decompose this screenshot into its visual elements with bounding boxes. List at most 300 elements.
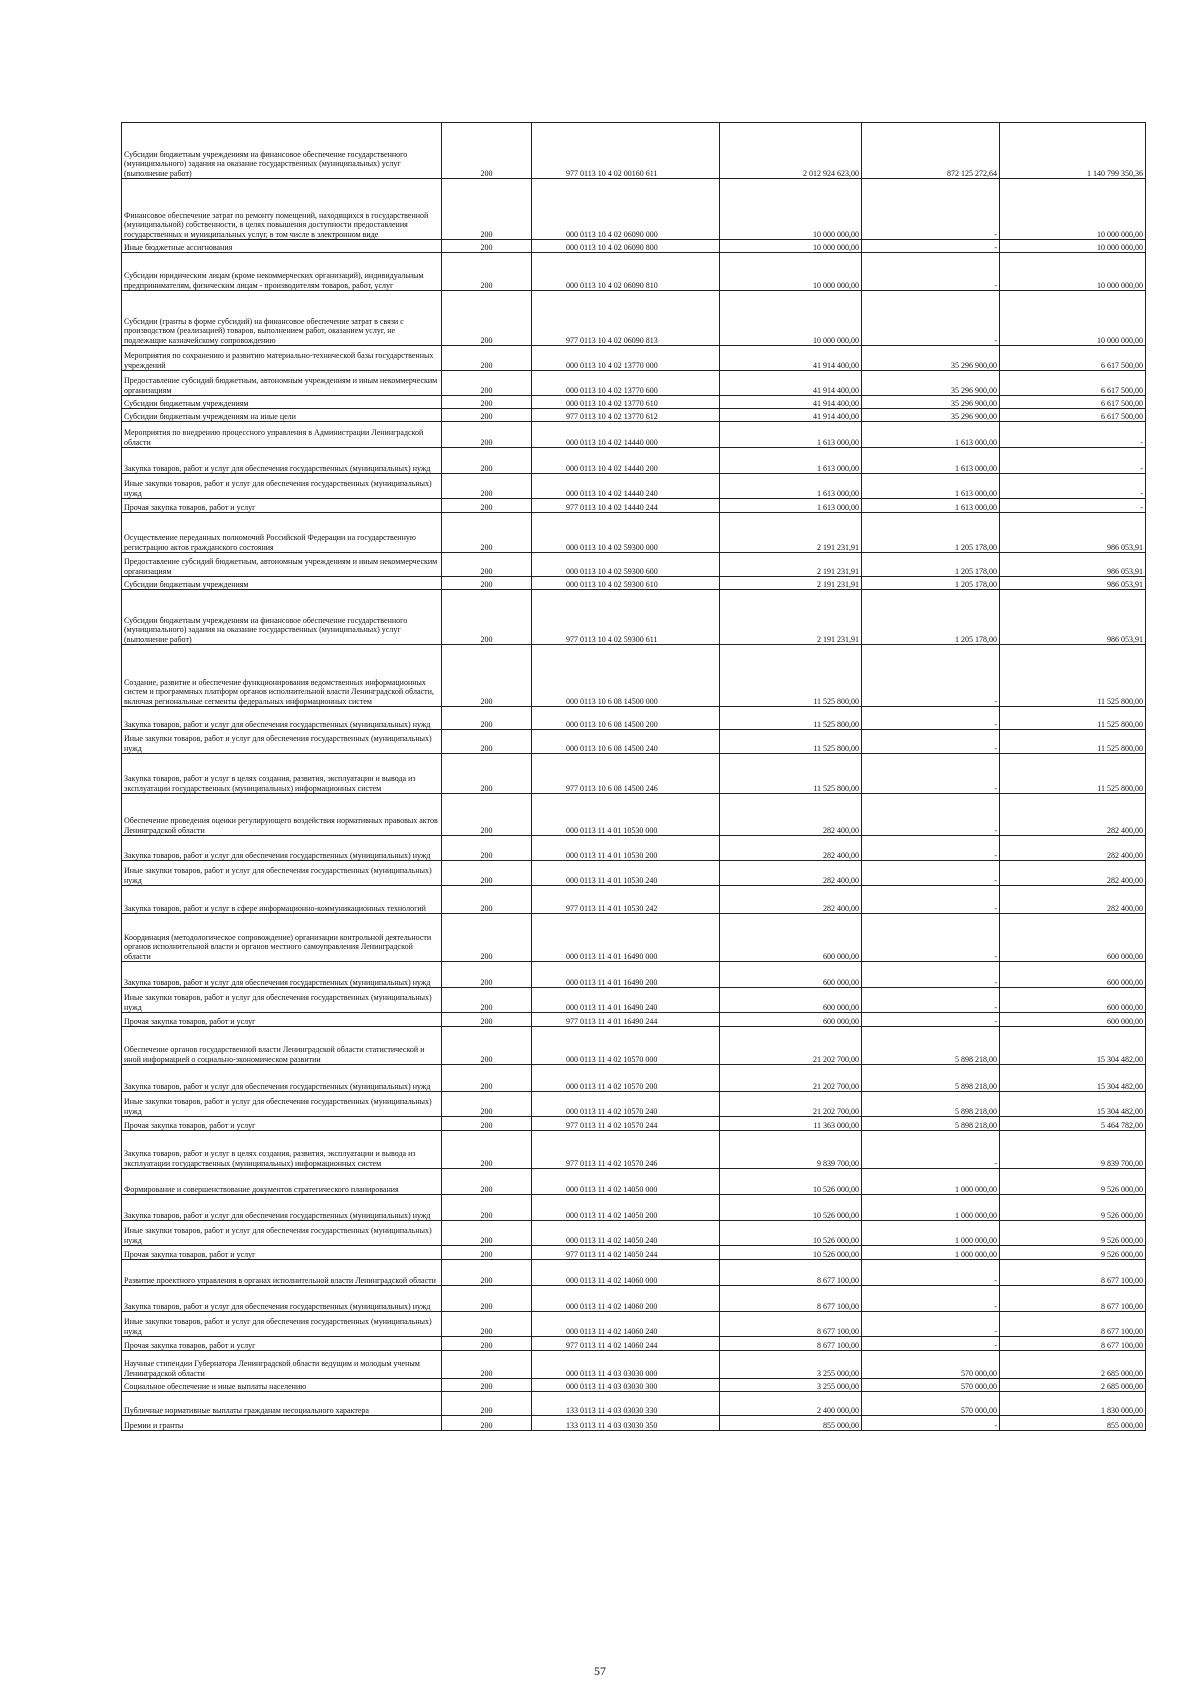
- row-code: 200: [442, 754, 532, 794]
- row-name: Субсидии (гранты в форме субсидий) на финансовое обеспечение затрат в связи с производством (реализацией) товаров, выполнением работ, оказанием услуг, не подлежащие казначейскому сопровождению: [122, 291, 442, 346]
- table-row: [122, 1027, 1146, 1065]
- row-code: 200: [442, 1065, 532, 1092]
- row-unexecuted: -: [1000, 422, 1146, 448]
- row-executed: -: [862, 1312, 1000, 1337]
- row-approved: 21 202 700,00: [720, 1092, 862, 1117]
- row-executed: 1 000 000,00: [862, 1221, 1000, 1246]
- table-row: [122, 396, 1146, 409]
- row-name: Мероприятия по сохранению и развитию материально-технической базы государственных учреждений: [122, 346, 442, 371]
- row-code: 200: [442, 240, 532, 253]
- row-code: 200: [442, 1092, 532, 1117]
- row-executed: -: [862, 754, 1000, 794]
- row-classification: 133 0113 11 4 03 03030 330: [532, 1392, 720, 1416]
- row-classification: 977 0113 11 4 01 16490 244: [532, 1013, 720, 1027]
- row-executed: 5 898 218,00: [862, 1092, 1000, 1117]
- row-approved: 600 000,00: [720, 988, 862, 1013]
- row-classification: 000 0113 10 4 02 59300 000: [532, 513, 720, 553]
- row-approved: 10 000 000,00: [720, 291, 862, 346]
- table-body: [122, 123, 1146, 1431]
- row-approved: 2 400 000,00: [720, 1392, 862, 1416]
- row-name: Прочая закупка товаров, работ и услуг: [122, 1013, 442, 1027]
- row-approved: 41 914 400,00: [720, 371, 862, 396]
- row-approved: 11 525 800,00: [720, 754, 862, 794]
- table-row: [122, 914, 1146, 962]
- row-unexecuted: 282 400,00: [1000, 886, 1146, 914]
- row-classification: 000 0113 11 4 02 10570 240: [532, 1092, 720, 1117]
- row-executed: -: [862, 1013, 1000, 1027]
- row-code: 200: [442, 1221, 532, 1246]
- table-row: [122, 1286, 1146, 1312]
- row-approved: 8 677 100,00: [720, 1337, 862, 1351]
- row-code: 200: [442, 179, 532, 240]
- row-code: 200: [442, 1312, 532, 1337]
- budget-execution-table: [121, 122, 1146, 1431]
- row-approved: 1 613 000,00: [720, 474, 862, 499]
- row-code: 200: [442, 794, 532, 836]
- row-name: Иные закупки товаров, работ и услуг для обеспечения государственных (муниципальных) нужд: [122, 474, 442, 499]
- row-approved: 10 000 000,00: [720, 253, 862, 291]
- row-code: 200: [442, 1351, 532, 1379]
- row-classification: 977 0113 11 4 02 14050 244: [532, 1246, 720, 1260]
- row-executed: -: [862, 836, 1000, 861]
- table-row: [122, 1169, 1146, 1195]
- row-code: 200: [442, 1379, 532, 1392]
- table-row: [122, 240, 1146, 253]
- row-approved: 11 525 800,00: [720, 730, 862, 754]
- row-name: Формирование и совершенствование документов стратегического планирования: [122, 1169, 442, 1195]
- row-classification: 000 0113 11 4 02 14050 200: [532, 1195, 720, 1221]
- row-executed: 1 613 000,00: [862, 499, 1000, 513]
- row-approved: 1 613 000,00: [720, 422, 862, 448]
- table-row: [122, 988, 1146, 1013]
- row-name: Премии и гранты: [122, 1416, 442, 1431]
- table-row: [122, 499, 1146, 513]
- row-classification: 000 0113 11 4 03 03030 000: [532, 1351, 720, 1379]
- row-name: Финансовое обеспечение затрат по ремонту помещений, находящихся в государственной (муниципальной) собственности, в целях повышения доступности предоставления государственных и муниципальных услуг, в том числе в электронном виде: [122, 179, 442, 240]
- row-unexecuted: -: [1000, 448, 1146, 474]
- row-name: Закупка товаров, работ и услуг для обеспечения государственных (муниципальных) нужд: [122, 1065, 442, 1092]
- row-unexecuted: -: [1000, 474, 1146, 499]
- row-classification: 000 0113 10 4 02 06090 800: [532, 240, 720, 253]
- table-row: [122, 253, 1146, 291]
- table-row: [122, 474, 1146, 499]
- row-code: 200: [442, 1416, 532, 1431]
- row-approved: 2 191 231,91: [720, 553, 862, 577]
- table-row: [122, 1246, 1146, 1260]
- row-executed: -: [862, 962, 1000, 988]
- table-row: [122, 179, 1146, 240]
- row-unexecuted: 8 677 100,00: [1000, 1312, 1146, 1337]
- row-name: Закупка товаров, работ и услуг для обеспечения государственных (муниципальных) нужд: [122, 1195, 442, 1221]
- row-classification: 977 0113 11 4 01 10530 242: [532, 886, 720, 914]
- table-row: [122, 448, 1146, 474]
- row-code: 200: [442, 396, 532, 409]
- row-code: 200: [442, 409, 532, 422]
- table-row: [122, 409, 1146, 422]
- table-row: [122, 553, 1146, 577]
- row-unexecuted: -: [1000, 499, 1146, 513]
- row-unexecuted: 2 685 000,00: [1000, 1351, 1146, 1379]
- row-code: 200: [442, 962, 532, 988]
- row-executed: 1 613 000,00: [862, 448, 1000, 474]
- row-name: Закупка товаров, работ и услуг в сфере информационно-коммуникационных технологий: [122, 886, 442, 914]
- row-approved: 8 677 100,00: [720, 1260, 862, 1286]
- row-approved: 21 202 700,00: [720, 1027, 862, 1065]
- row-classification: 000 0113 11 4 02 10570 200: [532, 1065, 720, 1092]
- row-unexecuted: 10 000 000,00: [1000, 253, 1146, 291]
- row-name: Иные закупки товаров, работ и услуг для обеспечения государственных (муниципальных) нужд: [122, 1312, 442, 1337]
- row-unexecuted: 986 053,91: [1000, 553, 1146, 577]
- table-row: [122, 730, 1146, 754]
- table-row: [122, 1117, 1146, 1131]
- row-name: Иные закупки товаров, работ и услуг для обеспечения государственных (муниципальных) нужд: [122, 861, 442, 886]
- row-approved: 10 000 000,00: [720, 179, 862, 240]
- row-executed: -: [862, 794, 1000, 836]
- table-row: [122, 590, 1146, 645]
- row-name: Субсидии бюджетным учреждениям: [122, 396, 442, 409]
- row-name: Иные закупки товаров, работ и услуг для обеспечения государственных (муниципальных) нужд: [122, 988, 442, 1013]
- row-classification: 000 0113 10 6 08 14500 200: [532, 707, 720, 730]
- row-approved: 10 526 000,00: [720, 1195, 862, 1221]
- row-approved: 41 914 400,00: [720, 409, 862, 422]
- row-classification: 977 0113 10 4 02 06090 813: [532, 291, 720, 346]
- row-name: Закупка товаров, работ и услуг в целях создания, развития, эксплуатации и вывода из эксплуатации государственных (муниципальных) информационных систем: [122, 1131, 442, 1169]
- row-executed: -: [862, 886, 1000, 914]
- table-row: [122, 513, 1146, 553]
- row-approved: 9 839 700,00: [720, 1131, 862, 1169]
- row-classification: 000 0113 10 4 02 06090 810: [532, 253, 720, 291]
- row-name: Субсидии бюджетным учреждениям на финансовое обеспечение государственного (муниципального) задания на оказание государственных (муниципальных) услуг (выполнение работ): [122, 590, 442, 645]
- row-unexecuted: 6 617 500,00: [1000, 346, 1146, 371]
- row-classification: 000 0113 11 4 01 10530 240: [532, 861, 720, 886]
- table-row: [122, 422, 1146, 448]
- row-name: Координация (методологическое сопровождение) организации контрольной деятельности органов исполнительной власти и органов местного самоуправления Ленинградской области: [122, 914, 442, 962]
- row-executed: 1 205 178,00: [862, 590, 1000, 645]
- row-executed: 570 000,00: [862, 1392, 1000, 1416]
- row-name: Развитие проектного управления в органах исполнительной власти Ленинградской области: [122, 1260, 442, 1286]
- row-name: Прочая закупка товаров, работ и услуг: [122, 499, 442, 513]
- row-unexecuted: 1 830 000,00: [1000, 1392, 1146, 1416]
- row-unexecuted: 15 304 482,00: [1000, 1065, 1146, 1092]
- row-executed: 570 000,00: [862, 1351, 1000, 1379]
- row-code: 200: [442, 707, 532, 730]
- row-classification: 977 0113 10 6 08 14500 246: [532, 754, 720, 794]
- row-approved: 600 000,00: [720, 1013, 862, 1027]
- row-executed: -: [862, 645, 1000, 707]
- row-name: Мероприятия по внедрению процессного управления в Администрации Ленинградской области: [122, 422, 442, 448]
- row-executed: 1 613 000,00: [862, 422, 1000, 448]
- table-row: [122, 754, 1146, 794]
- table-row: [122, 707, 1146, 730]
- table-row: [122, 123, 1146, 179]
- row-classification: 000 0113 10 4 02 13770 600: [532, 371, 720, 396]
- row-executed: -: [862, 1260, 1000, 1286]
- row-name: Закупка товаров, работ и услуг для обеспечения государственных (муниципальных) нужд: [122, 962, 442, 988]
- row-classification: 000 0113 10 4 02 14440 000: [532, 422, 720, 448]
- row-unexecuted: 9 526 000,00: [1000, 1195, 1146, 1221]
- row-name: Социальное обеспечение и иные выплаты населению: [122, 1379, 442, 1392]
- row-unexecuted: 282 400,00: [1000, 794, 1146, 836]
- row-code: 200: [442, 253, 532, 291]
- row-code: 200: [442, 346, 532, 371]
- table-row: [122, 836, 1146, 861]
- row-classification: 977 0113 10 4 02 00160 611: [532, 123, 720, 179]
- row-code: 200: [442, 1337, 532, 1351]
- row-executed: -: [862, 707, 1000, 730]
- row-classification: 000 0113 11 4 01 16490 240: [532, 988, 720, 1013]
- row-code: 200: [442, 577, 532, 590]
- row-classification: 000 0113 11 4 02 14050 240: [532, 1221, 720, 1246]
- row-executed: -: [862, 240, 1000, 253]
- row-code: 200: [442, 499, 532, 513]
- row-approved: 282 400,00: [720, 794, 862, 836]
- row-unexecuted: 2 685 000,00: [1000, 1379, 1146, 1392]
- row-classification: 000 0113 11 4 01 16490 000: [532, 914, 720, 962]
- row-unexecuted: 10 000 000,00: [1000, 240, 1146, 253]
- row-executed: -: [862, 1337, 1000, 1351]
- row-approved: 41 914 400,00: [720, 396, 862, 409]
- row-executed: -: [862, 861, 1000, 886]
- row-approved: 11 525 800,00: [720, 707, 862, 730]
- row-unexecuted: 11 525 800,00: [1000, 645, 1146, 707]
- row-executed: 1 205 178,00: [862, 513, 1000, 553]
- row-approved: 21 202 700,00: [720, 1065, 862, 1092]
- row-code: 200: [442, 1169, 532, 1195]
- row-code: 200: [442, 1013, 532, 1027]
- row-unexecuted: 9 526 000,00: [1000, 1169, 1146, 1195]
- row-executed: 35 296 900,00: [862, 346, 1000, 371]
- row-approved: 8 677 100,00: [720, 1286, 862, 1312]
- row-executed: 872 125 272,64: [862, 123, 1000, 179]
- row-executed: 35 296 900,00: [862, 409, 1000, 422]
- row-unexecuted: 11 525 800,00: [1000, 707, 1146, 730]
- row-executed: 5 898 218,00: [862, 1027, 1000, 1065]
- row-name: Прочая закупка товаров, работ и услуг: [122, 1246, 442, 1260]
- table-row: [122, 645, 1146, 707]
- row-classification: 977 0113 11 4 02 10570 244: [532, 1117, 720, 1131]
- row-approved: 10 000 000,00: [720, 240, 862, 253]
- row-executed: 570 000,00: [862, 1379, 1000, 1392]
- row-unexecuted: 15 304 482,00: [1000, 1092, 1146, 1117]
- row-unexecuted: 1 140 799 350,36: [1000, 123, 1146, 179]
- row-code: 200: [442, 590, 532, 645]
- row-approved: 282 400,00: [720, 886, 862, 914]
- row-approved: 11 363 000,00: [720, 1117, 862, 1131]
- table-row: [122, 371, 1146, 396]
- row-unexecuted: 600 000,00: [1000, 1013, 1146, 1027]
- row-unexecuted: 855 000,00: [1000, 1416, 1146, 1431]
- page-number: 57: [594, 1664, 606, 1678]
- row-name: Закупка товаров, работ и услуг для обеспечения государственных (муниципальных) нужд: [122, 836, 442, 861]
- row-unexecuted: 6 617 500,00: [1000, 396, 1146, 409]
- row-approved: 1 613 000,00: [720, 499, 862, 513]
- row-executed: 1 000 000,00: [862, 1169, 1000, 1195]
- table-row: [122, 1131, 1146, 1169]
- row-unexecuted: 15 304 482,00: [1000, 1027, 1146, 1065]
- row-name: Субсидии юридическим лицам (кроме некоммерческих организаций), индивидуальным предпринимателям, физическим лицам - производителям товаров, работ, услуг: [122, 253, 442, 291]
- row-name: Субсидии бюджетным учреждениям на финансовое обеспечение государственного (муниципального) задания на оказание государственных (муниципальных) услуг (выполнение работ): [122, 123, 442, 179]
- table-row: [122, 1312, 1146, 1337]
- row-code: 200: [442, 914, 532, 962]
- row-approved: 282 400,00: [720, 861, 862, 886]
- row-executed: 5 898 218,00: [862, 1065, 1000, 1092]
- row-unexecuted: 10 000 000,00: [1000, 291, 1146, 346]
- row-name: Иные закупки товаров, работ и услуг для обеспечения государственных (муниципальных) нужд: [122, 1221, 442, 1246]
- row-code: 200: [442, 1195, 532, 1221]
- row-unexecuted: 600 000,00: [1000, 988, 1146, 1013]
- row-approved: 2 191 231,91: [720, 590, 862, 645]
- table-row: [122, 1392, 1146, 1416]
- row-name: Прочая закупка товаров, работ и услуг: [122, 1337, 442, 1351]
- row-unexecuted: 8 677 100,00: [1000, 1337, 1146, 1351]
- row-classification: 000 0113 11 4 02 10570 000: [532, 1027, 720, 1065]
- row-approved: 3 255 000,00: [720, 1379, 862, 1392]
- table-row: [122, 962, 1146, 988]
- row-unexecuted: 600 000,00: [1000, 962, 1146, 988]
- row-executed: 1 205 178,00: [862, 553, 1000, 577]
- row-name: Публичные нормативные выплаты гражданам несоциального характера: [122, 1392, 442, 1416]
- row-code: 200: [442, 448, 532, 474]
- row-executed: 1 000 000,00: [862, 1195, 1000, 1221]
- row-classification: 000 0113 10 4 02 06090 000: [532, 179, 720, 240]
- row-classification: 000 0113 11 4 01 10530 000: [532, 794, 720, 836]
- row-approved: 10 526 000,00: [720, 1246, 862, 1260]
- row-classification: 000 0113 11 4 01 16490 200: [532, 962, 720, 988]
- row-code: 200: [442, 1392, 532, 1416]
- row-name: Закупка товаров, работ и услуг для обеспечения государственных (муниципальных) нужд: [122, 1286, 442, 1312]
- row-executed: -: [862, 914, 1000, 962]
- row-classification: 000 0113 11 4 03 03030 300: [532, 1379, 720, 1392]
- row-unexecuted: 282 400,00: [1000, 836, 1146, 861]
- row-classification: 000 0113 10 4 02 14440 200: [532, 448, 720, 474]
- row-code: 200: [442, 1131, 532, 1169]
- row-approved: 10 526 000,00: [720, 1221, 862, 1246]
- row-code: 200: [442, 1286, 532, 1312]
- row-code: 200: [442, 513, 532, 553]
- row-executed: 1 613 000,00: [862, 474, 1000, 499]
- row-code: 200: [442, 1246, 532, 1260]
- row-classification: 977 0113 11 4 02 10570 246: [532, 1131, 720, 1169]
- row-unexecuted: 8 677 100,00: [1000, 1260, 1146, 1286]
- row-name: Научные стипендии Губернатора Ленинградской области ведущим и молодым ученым Ленинградской области: [122, 1351, 442, 1379]
- table-row: [122, 861, 1146, 886]
- row-code: 200: [442, 1027, 532, 1065]
- row-unexecuted: 11 525 800,00: [1000, 730, 1146, 754]
- row-classification: 133 0113 11 4 03 03030 350: [532, 1416, 720, 1431]
- row-name: Обеспечение органов государственной власти Ленинградской области статистической и иной информацией о социально-экономическом развитии: [122, 1027, 442, 1065]
- row-executed: -: [862, 179, 1000, 240]
- row-name: Обеспечение проведения оценки регулирующего воздействия нормативных правовых актов Ленинградской области: [122, 794, 442, 836]
- row-classification: 000 0113 10 4 02 59300 600: [532, 553, 720, 577]
- table-row: [122, 1416, 1146, 1431]
- row-code: 200: [442, 123, 532, 179]
- row-classification: 977 0113 10 4 02 13770 612: [532, 409, 720, 422]
- table-row: [122, 1260, 1146, 1286]
- row-unexecuted: 986 053,91: [1000, 513, 1146, 553]
- row-approved: 2 012 924 623,00: [720, 123, 862, 179]
- row-unexecuted: 986 053,91: [1000, 590, 1146, 645]
- row-executed: 1 000 000,00: [862, 1246, 1000, 1260]
- row-unexecuted: 600 000,00: [1000, 914, 1146, 962]
- row-approved: 2 191 231,91: [720, 577, 862, 590]
- row-unexecuted: 5 464 782,00: [1000, 1117, 1146, 1131]
- row-approved: 1 613 000,00: [720, 448, 862, 474]
- row-code: 200: [442, 291, 532, 346]
- row-classification: 000 0113 10 6 08 14500 240: [532, 730, 720, 754]
- table-row: [122, 1013, 1146, 1027]
- table-row: [122, 794, 1146, 836]
- row-classification: 000 0113 10 4 02 14440 240: [532, 474, 720, 499]
- row-code: 200: [442, 886, 532, 914]
- row-executed: 1 205 178,00: [862, 577, 1000, 590]
- row-executed: -: [862, 291, 1000, 346]
- row-unexecuted: 9 839 700,00: [1000, 1131, 1146, 1169]
- row-unexecuted: 986 053,91: [1000, 577, 1146, 590]
- row-classification: 000 0113 10 4 02 59300 610: [532, 577, 720, 590]
- table-row: [122, 1092, 1146, 1117]
- table-row: [122, 1065, 1146, 1092]
- row-approved: 600 000,00: [720, 914, 862, 962]
- row-code: 200: [442, 861, 532, 886]
- row-approved: 11 525 800,00: [720, 645, 862, 707]
- table-row: [122, 1337, 1146, 1351]
- row-unexecuted: 282 400,00: [1000, 861, 1146, 886]
- row-name: Предоставление субсидий бюджетным, автономным учреждениям и иным некоммерческим организациям: [122, 553, 442, 577]
- row-classification: 000 0113 11 4 01 10530 200: [532, 836, 720, 861]
- row-code: 200: [442, 836, 532, 861]
- row-approved: 855 000,00: [720, 1416, 862, 1431]
- row-code: 200: [442, 988, 532, 1013]
- row-executed: -: [862, 988, 1000, 1013]
- row-executed: 35 296 900,00: [862, 396, 1000, 409]
- row-name: Закупка товаров, работ и услуг в целях создания, развития, эксплуатации и вывода из эксплуатации государственных (муниципальных) информационных систем: [122, 754, 442, 794]
- row-name: Иные бюджетные ассигнования: [122, 240, 442, 253]
- row-unexecuted: 11 525 800,00: [1000, 754, 1146, 794]
- row-name: Иные закупки товаров, работ и услуг для обеспечения государственных (муниципальных) нужд: [122, 1092, 442, 1117]
- row-classification: 977 0113 10 4 02 14440 244: [532, 499, 720, 513]
- row-classification: 000 0113 10 4 02 13770 610: [532, 396, 720, 409]
- row-approved: 8 677 100,00: [720, 1312, 862, 1337]
- table-row: [122, 886, 1146, 914]
- row-unexecuted: 6 617 500,00: [1000, 409, 1146, 422]
- row-code: 200: [442, 553, 532, 577]
- row-classification: 000 0113 10 4 02 13770 000: [532, 346, 720, 371]
- row-approved: 600 000,00: [720, 962, 862, 988]
- row-approved: 10 526 000,00: [720, 1169, 862, 1195]
- row-classification: 000 0113 11 4 02 14060 000: [532, 1260, 720, 1286]
- row-executed: 35 296 900,00: [862, 371, 1000, 396]
- row-classification: 000 0113 11 4 02 14060 240: [532, 1312, 720, 1337]
- row-classification: 000 0113 10 6 08 14500 000: [532, 645, 720, 707]
- row-approved: 282 400,00: [720, 836, 862, 861]
- row-executed: 5 898 218,00: [862, 1117, 1000, 1131]
- row-name: Осуществление переданных полномочий Российской Федерации на государственную регистрацию актов гражданского состояния: [122, 513, 442, 553]
- table-row: [122, 1379, 1146, 1392]
- table-row: [122, 577, 1146, 590]
- table-row: [122, 1195, 1146, 1221]
- row-name: Субсидии бюджетным учреждениям: [122, 577, 442, 590]
- row-executed: -: [862, 1286, 1000, 1312]
- row-code: 200: [442, 371, 532, 396]
- row-code: 200: [442, 422, 532, 448]
- row-executed: -: [862, 253, 1000, 291]
- row-executed: -: [862, 1131, 1000, 1169]
- row-executed: -: [862, 1416, 1000, 1431]
- row-code: 200: [442, 1260, 532, 1286]
- table-row: [122, 1221, 1146, 1246]
- row-name: Субсидии бюджетным учреждениям на иные цели: [122, 409, 442, 422]
- row-code: 200: [442, 474, 532, 499]
